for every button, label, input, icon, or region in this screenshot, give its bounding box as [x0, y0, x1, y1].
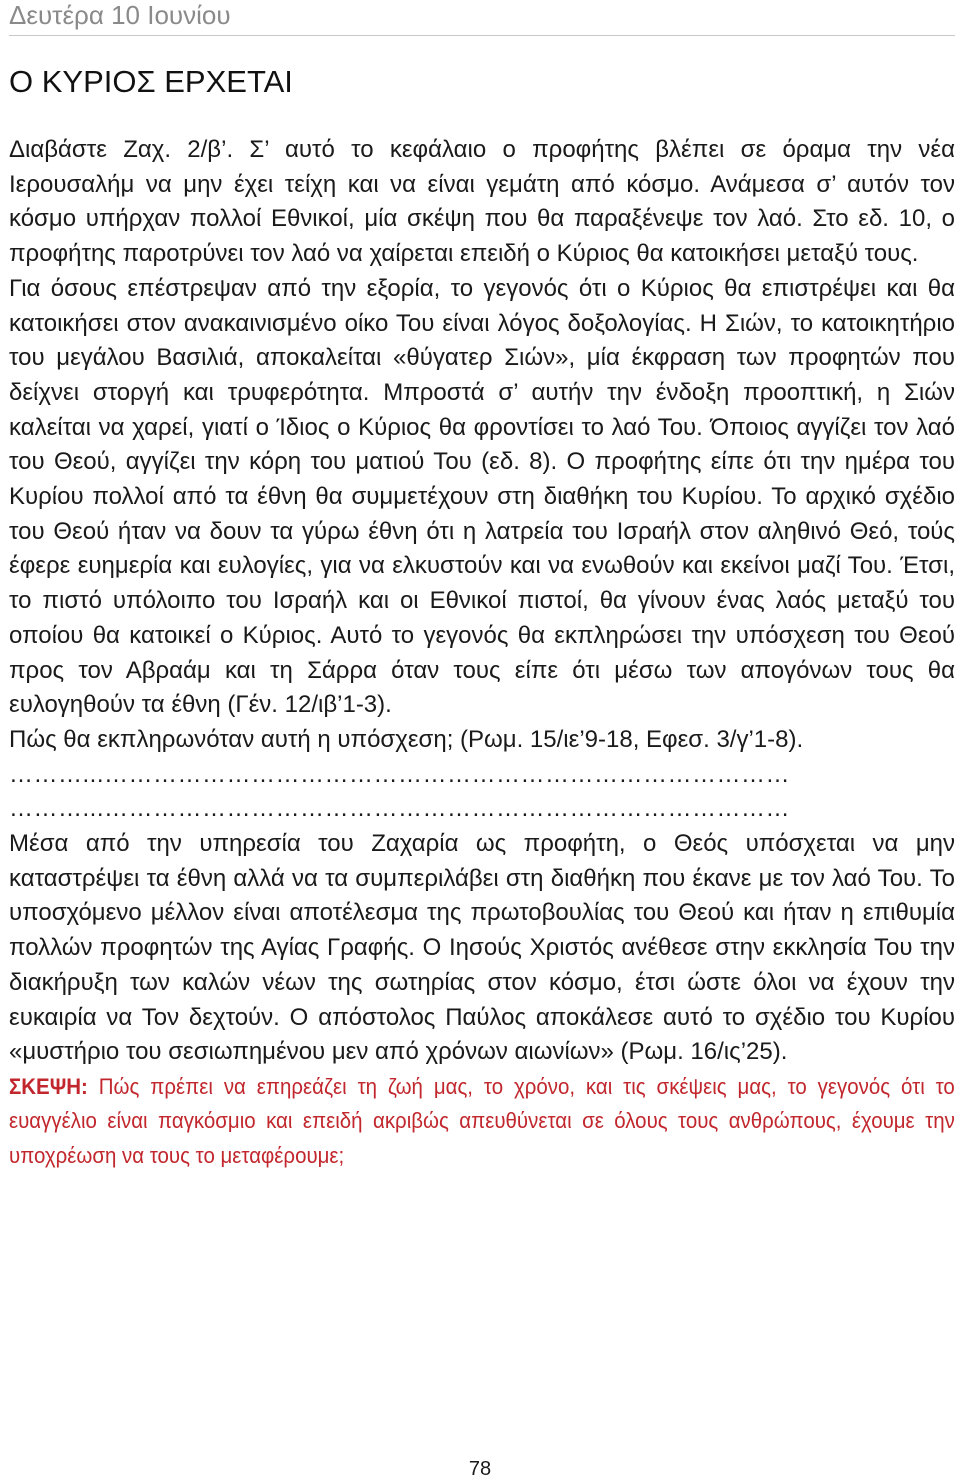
reflection-text: Πώς πρέπει να επηρεάζει τη ζωή μας, το χρόνο, και τις σκέψεις μας, το γεγονός ότι το ευαγγέλιο είναι παγκόσμιο και επειδή ακριβώς απευθύνεται σε όλους τους ανθρώπους, έχουμε την υποχρέωση να τους το μεταφέρουμε;	[9, 1073, 955, 1168]
page-number: 78	[468, 1458, 492, 1480]
date-header: Δευτέρα 10 Ιουνίου	[9, 0, 231, 30]
answer-line-2: ………...…………………………………………………………………………	[9, 795, 791, 823]
devotional-page	[9, 0, 955, 1173]
answer-line-1: ………...…………………………………………………………………………	[9, 760, 791, 788]
page-title: Ο ΚΥΡΙΟΣ ΕΡΧΕΤΑΙ	[9, 64, 293, 99]
paragraph-zion: Για όσους επέστρεψαν από την εξορία, το γεγονός ότι ο Κύριος θα επιστρέψει και θα κατοικήσει στον ανακαινισμένο οίκο Του είναι λόγος δοξολογίας. Η Σιών, το κατοικητήριο του μεγάλου Βασιλιά, αποκαλείται «θύγατερ Σιών», μία έκφραση των προφητών που δείχνει στοργή και τρυφερότητα. Μπροστά σ’ αυτήν την ένδοξη προοπτική, η Σιών καλείται να χαρεί, γιατί ο Ίδιος ο Κύριος θα φροντίσει το λαό Του. Όποιος αγγίζει τον λαό του Θεού, αγγίζει την κόρη του ματιού Του (εδ. 8). Ο προφήτης είπε ότι την ημέρα του Κυρίου πολλοί από τα έθνη θα συμμετέχουν στη διαθήκη του Κυρίου. Το αρχικό σχέδιο του Θεού ήταν να δουν τα γύρω έθνη ότι η λατρεία του Ισραήλ στον αληθινό Θεό, τούς έφερε ευημερία και ευλογίες, για να ελκυστούν και να ενωθούν και εκείνοι μαζί Του. Έτσι, το πιστό υπόλοιπο του Ισραήλ και οι Εθνικοί πιστοί, θα γίνουν ένας λαός μεταξύ του οποίου θα κατοικεί ο Κύριος. Αυτό το γεγονός θα εκπληρώσει την υπόσχεση του Θεού προς τον Αβραάμ και τη Σάρρα όταν τους είπε ότι μέσω των απογόνων τους θα ευλογηθούν τα έθνη (Γέν. 12/ιβ’1-3).	[9, 274, 955, 719]
paragraph-question: Πώς θα εκπληρωνόταν αυτή η υπόσχεση; (Ρωμ. 15/ιε’9-18, Εφεσ. 3/γ’1-8).	[9, 725, 804, 753]
paragraph-intro: Διαβάστε Ζαχ. 2/β’. Σ’ αυτό το κεφάλαιο ο προφήτης βλέπει σε όραμα την νέα Ιερουσαλήμ να μην έχει τείχη και να είναι γεμάτη από κόσμο. Ανάμεσα σ’ αυτόν τον κόσμο υπήρχαν πολλοί Εθνικοί, μία σκέψη που θα παραξένεψε τον λαό. Στο εδ. 10, ο προφήτης παροτρύνει τον λαό να χαίρεται επειδή ο Κύριος θα κατοικήσει μεταξύ τους.	[9, 136, 955, 268]
reflection-separator: :	[81, 1073, 88, 1099]
reflection-block	[9, 1070, 955, 1174]
body-text	[9, 133, 955, 1173]
reflection-label: ΣΚΕΨΗ	[9, 1073, 82, 1099]
paragraph-conclusion: Μέσα από την υπηρεσία του Ζαχαρία ως προφήτη, ο Θεός υπόσχεται να μην καταστρέψει τα έθνη αλλά να τα συμπεριλάβει στη διαθήκη που έκανε με τον λαό Του. Το υποσχόμενο μέλλον είναι αποτέλεσμα της πρωτοβουλίας του Θεού και ήταν η επιθυμία πολλών προφητών της Αγίας Γραφής. Ο Ιησούς Χριστός ανέθεσε στην εκκλησία Του την διακήρυξη των καλών νέων της σωτηρίας στον κόσμο, έτσι ώστε όλοι να έχουν την ευκαιρία να Τον δεχτούν. Ο απόστολος Παύλος αποκάλεσε αυτό το σχέδιο του Κυρίου «μυστήριο του σεσιωπημένου μεν από χρόνων αιωνίων» (Ρωμ. 16/ις’25).	[9, 830, 955, 1066]
header-divider	[9, 35, 955, 36]
